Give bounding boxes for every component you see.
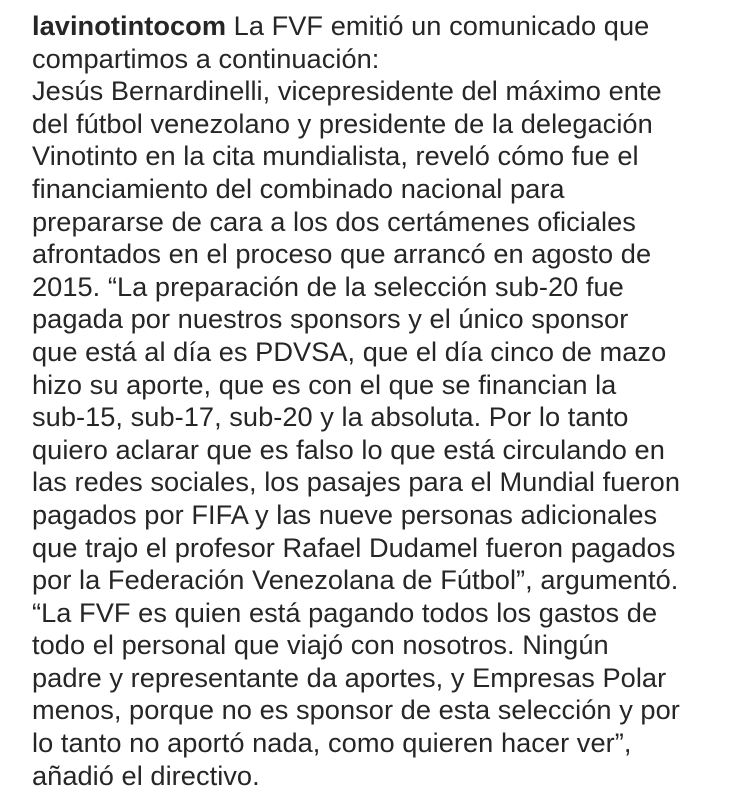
caption-line: “La FVF es quien está pagando todos los gastos de — [32, 596, 658, 628]
caption-line: pagados por FIFA y las nueve personas adicionales — [32, 498, 658, 530]
caption-line: hizo su aporte, que es con el que se financian la — [32, 368, 617, 400]
caption-line: las redes sociales, los pasajes para el Mundial fueron — [32, 466, 681, 498]
caption-line: quiero aclarar que es falso lo que está circulando en — [32, 433, 665, 465]
caption-line: menos, porque no es sponsor de esta selección y por — [32, 694, 680, 726]
caption-line: padre y representante da aportes, y Empresas Polar — [32, 661, 667, 693]
caption-line: 2015. “La preparación de la selección sub-20 fue — [32, 270, 624, 302]
caption-line — [32, 10, 738, 43]
caption-line: que está al día es PDVSA, que el día cinco de mazo — [32, 335, 667, 367]
username-link[interactable]: lavinotintocom — [32, 10, 227, 41]
caption-line: todo el personal que viajó con nosotros. Ningún — [32, 629, 609, 661]
caption-line: por la Federación Venezolana de Fútbol”, argumentó. — [32, 564, 679, 596]
caption-line: compartimos a continuación: — [32, 42, 380, 74]
caption-line: que trajo el profesor Rafael Dudamel fueron pagados — [32, 531, 676, 563]
caption-line: añadió el directivo. — [32, 759, 260, 791]
caption-line: sub-15, sub-17, sub-20 y la absoluta. Por lo tanto — [32, 401, 629, 433]
post-caption — [32, 10, 738, 792]
caption-line: del fútbol venezolano y presidente de la delegación — [32, 107, 653, 139]
caption-line: financiamiento del combinado nacional para — [32, 172, 565, 204]
caption-line: pagada por nuestros sponsors y el único sponsor — [32, 303, 629, 335]
caption-line: Vinotinto en la cita mundialista, reveló cómo fue el — [32, 140, 639, 172]
caption-line: Jesús Bernardinelli, vicepresidente del máximo ente — [32, 75, 662, 107]
caption-line: lo tanto no aportó nada, como quieren hacer ver”, — [32, 727, 632, 759]
caption-line: afrontados en el proceso que arrancó en agosto de — [32, 238, 652, 270]
caption-text: La FVF emitió un comunicado que — [226, 10, 650, 41]
caption-line: prepararse de cara a los dos certámenes oficiales — [32, 205, 636, 237]
